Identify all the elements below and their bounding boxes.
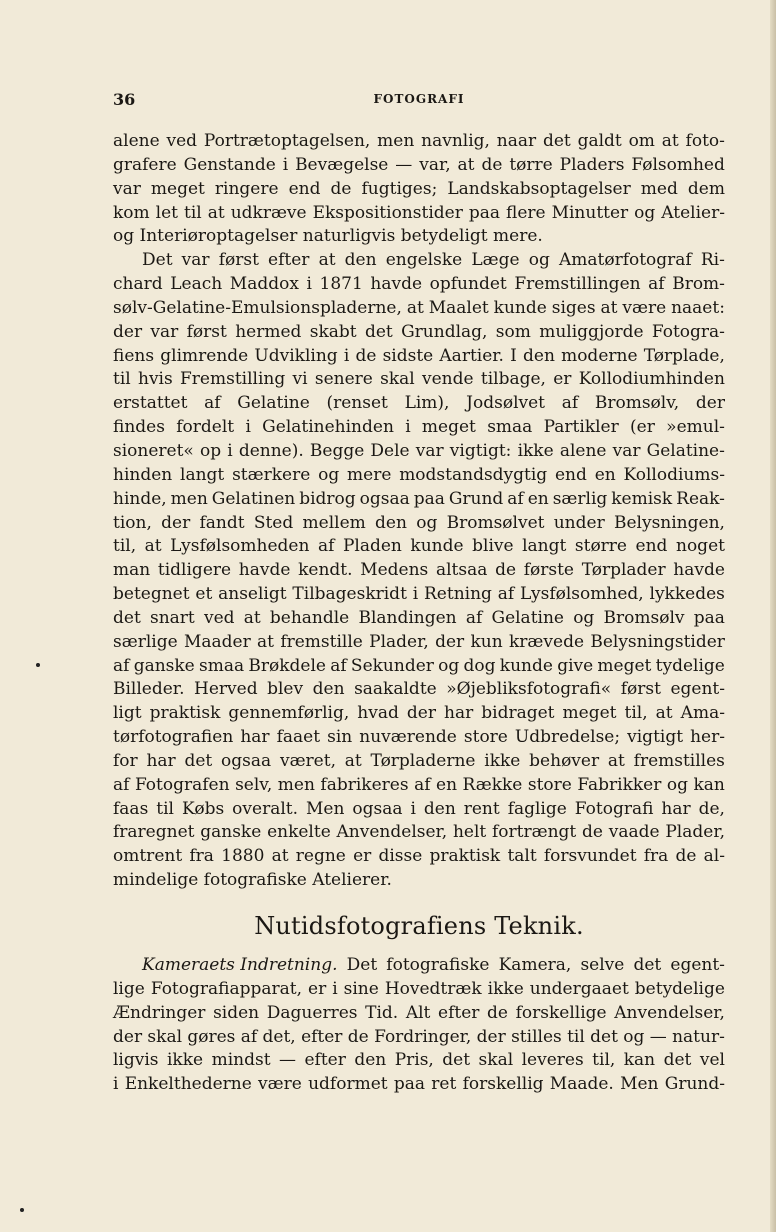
text-line: betegnet et anseligt Tilbageskridt i Retning af Lysfølsomhed, lykkedes: [113, 584, 725, 605]
text-line: hinden langt stærkere og mere modstandsdygtig end en Kollodiums-: [113, 464, 725, 485]
text-line: fraregnet ganske enkelte Anvendelser, helt fortrængt de vaade Plader,: [113, 822, 725, 843]
text-line: af ganske smaa Brøkdele af Sekunder og dog kunde give meget tydelige: [113, 655, 725, 676]
running-title: FOTOGRAFI: [373, 92, 465, 106]
text-line: grafere Genstande i Bevægelse — var, at de tørre Pladers Følsomhed: [113, 154, 725, 175]
text-line: der var først hermed skabt det Grundlag, som muliggjorde Fotogra-: [113, 321, 725, 342]
body-text: [113, 130, 725, 893]
text-line: det snart ved at behandle Blandingen af Gelatine og Bromsølv paa: [113, 607, 725, 628]
text-line: særlige Maader at fremstille Plader, der kun krævede Belysningstider: [113, 631, 725, 652]
margin-dot: [20, 1208, 24, 1212]
text-line: sioneret« op i denne). Begge Dele var vigtigt: ikke alene var Gelatine-: [113, 440, 725, 461]
margin-dot: [36, 663, 40, 667]
text-line: hinde, men Gelatinen bidrog ogsaa paa Grund af en særlig kemisk Reak-: [113, 488, 725, 509]
text-line: kom let til at udkræve Ekspositionstider paa flere Minutter og Atelier-: [113, 202, 725, 223]
text-line: fiens glimrende Udvikling i de sidste Aartier. I den moderne Tørplade,: [113, 345, 725, 366]
text-line: tørfotografien har faaet sin nuværende store Udbredelse; vigtigt her-: [113, 727, 725, 748]
text-line: lige Fotografiapparat, er i sine Hovedtræk ikke undergaaet betydelige: [113, 978, 725, 999]
text-line: til, at Lysfølsomheden af Pladen kunde blive langt større end noget: [113, 536, 725, 557]
text-line: chard Leach Maddox i 1871 havde opfundet Fremstillingen af Brom-: [113, 274, 725, 295]
text-line: til hvis Fremstilling vi senere skal vende tilbage, er Kollodiumhinden: [113, 369, 725, 390]
text-line: faas til Købs overalt. Men ogsaa i den rent faglige Fotografi har de,: [113, 798, 725, 819]
text-line: Kameraets Indretning. Det fotografiske Kamera, selve det egent-: [113, 954, 725, 978]
text-line: erstattet af Gelatine (renset Lim), Jodsølvet af Bromsølv, der: [113, 393, 725, 414]
section-heading: Nutidsfotografiens Teknik.: [254, 912, 584, 940]
text-line: omtrent fra 1880 at regne er disse praktisk talt forsvundet fra de al-: [113, 846, 725, 867]
text-line: for har det ogsaa været, at Tørpladerne ikke behøver at fremstilles: [113, 750, 725, 771]
text-line: tion, der fandt Sted mellem den og Bromsølvet under Belysningen,: [113, 512, 725, 533]
text-line: der skal gøres af det, efter de Fordringer, der stilles til det og — natur-: [113, 1026, 725, 1047]
text-line: findes fordelt i Gelatinehinden i meget smaa Partikler (er »emul-: [113, 417, 725, 438]
text-line: sølv-Gelatine-Emulsionspladerne, at Maalet kunde siges at være naaet:: [113, 297, 725, 318]
section-text: [113, 954, 725, 1097]
text-line: mindelige fotografiske Atelierer.: [113, 870, 392, 891]
page-header: [113, 90, 725, 114]
text-line: og Interiøroptagelser naturligvis betydeligt mere.: [113, 226, 543, 247]
section-lead: Kameraets Indretning.: [142, 955, 338, 975]
text-line: Billeder. Herved blev den saakaldte »Øjebliksfotografi« først egent-: [113, 679, 725, 700]
page-edge: [770, 0, 776, 1232]
text-line: Det var først efter at den engelske Læge og Amatørfotograf Ri-: [142, 250, 725, 271]
page-number: 36: [113, 90, 136, 109]
text-line: man tidligere havde kendt. Medens altsaa de første Tørplader havde: [113, 560, 725, 581]
text-line: i Enkelthederne være udformet paa ret forskellig Maade. Men Grund-: [113, 1074, 725, 1095]
text-line: alene ved Portrætoptagelsen, men navnlig, naar det galdt om at foto-: [113, 131, 725, 151]
text-line: ligvis ikke mindst — efter den Pris, det skal leveres til, kan det vel: [113, 1050, 725, 1071]
text-line: af Fotografen selv, men fabrikeres af en Række store Fabrikker og kan: [113, 774, 725, 795]
text-line: ligt praktisk gennemførlig, hvad der har bidraget meget til, at Ama-: [113, 703, 725, 724]
text-line: var meget ringere end de fugtiges; Landskabsoptagelser med dem: [113, 178, 725, 199]
text-line: Ændringer siden Daguerres Tid. Alt efter de forskellige Anvendelser,: [113, 1002, 725, 1023]
